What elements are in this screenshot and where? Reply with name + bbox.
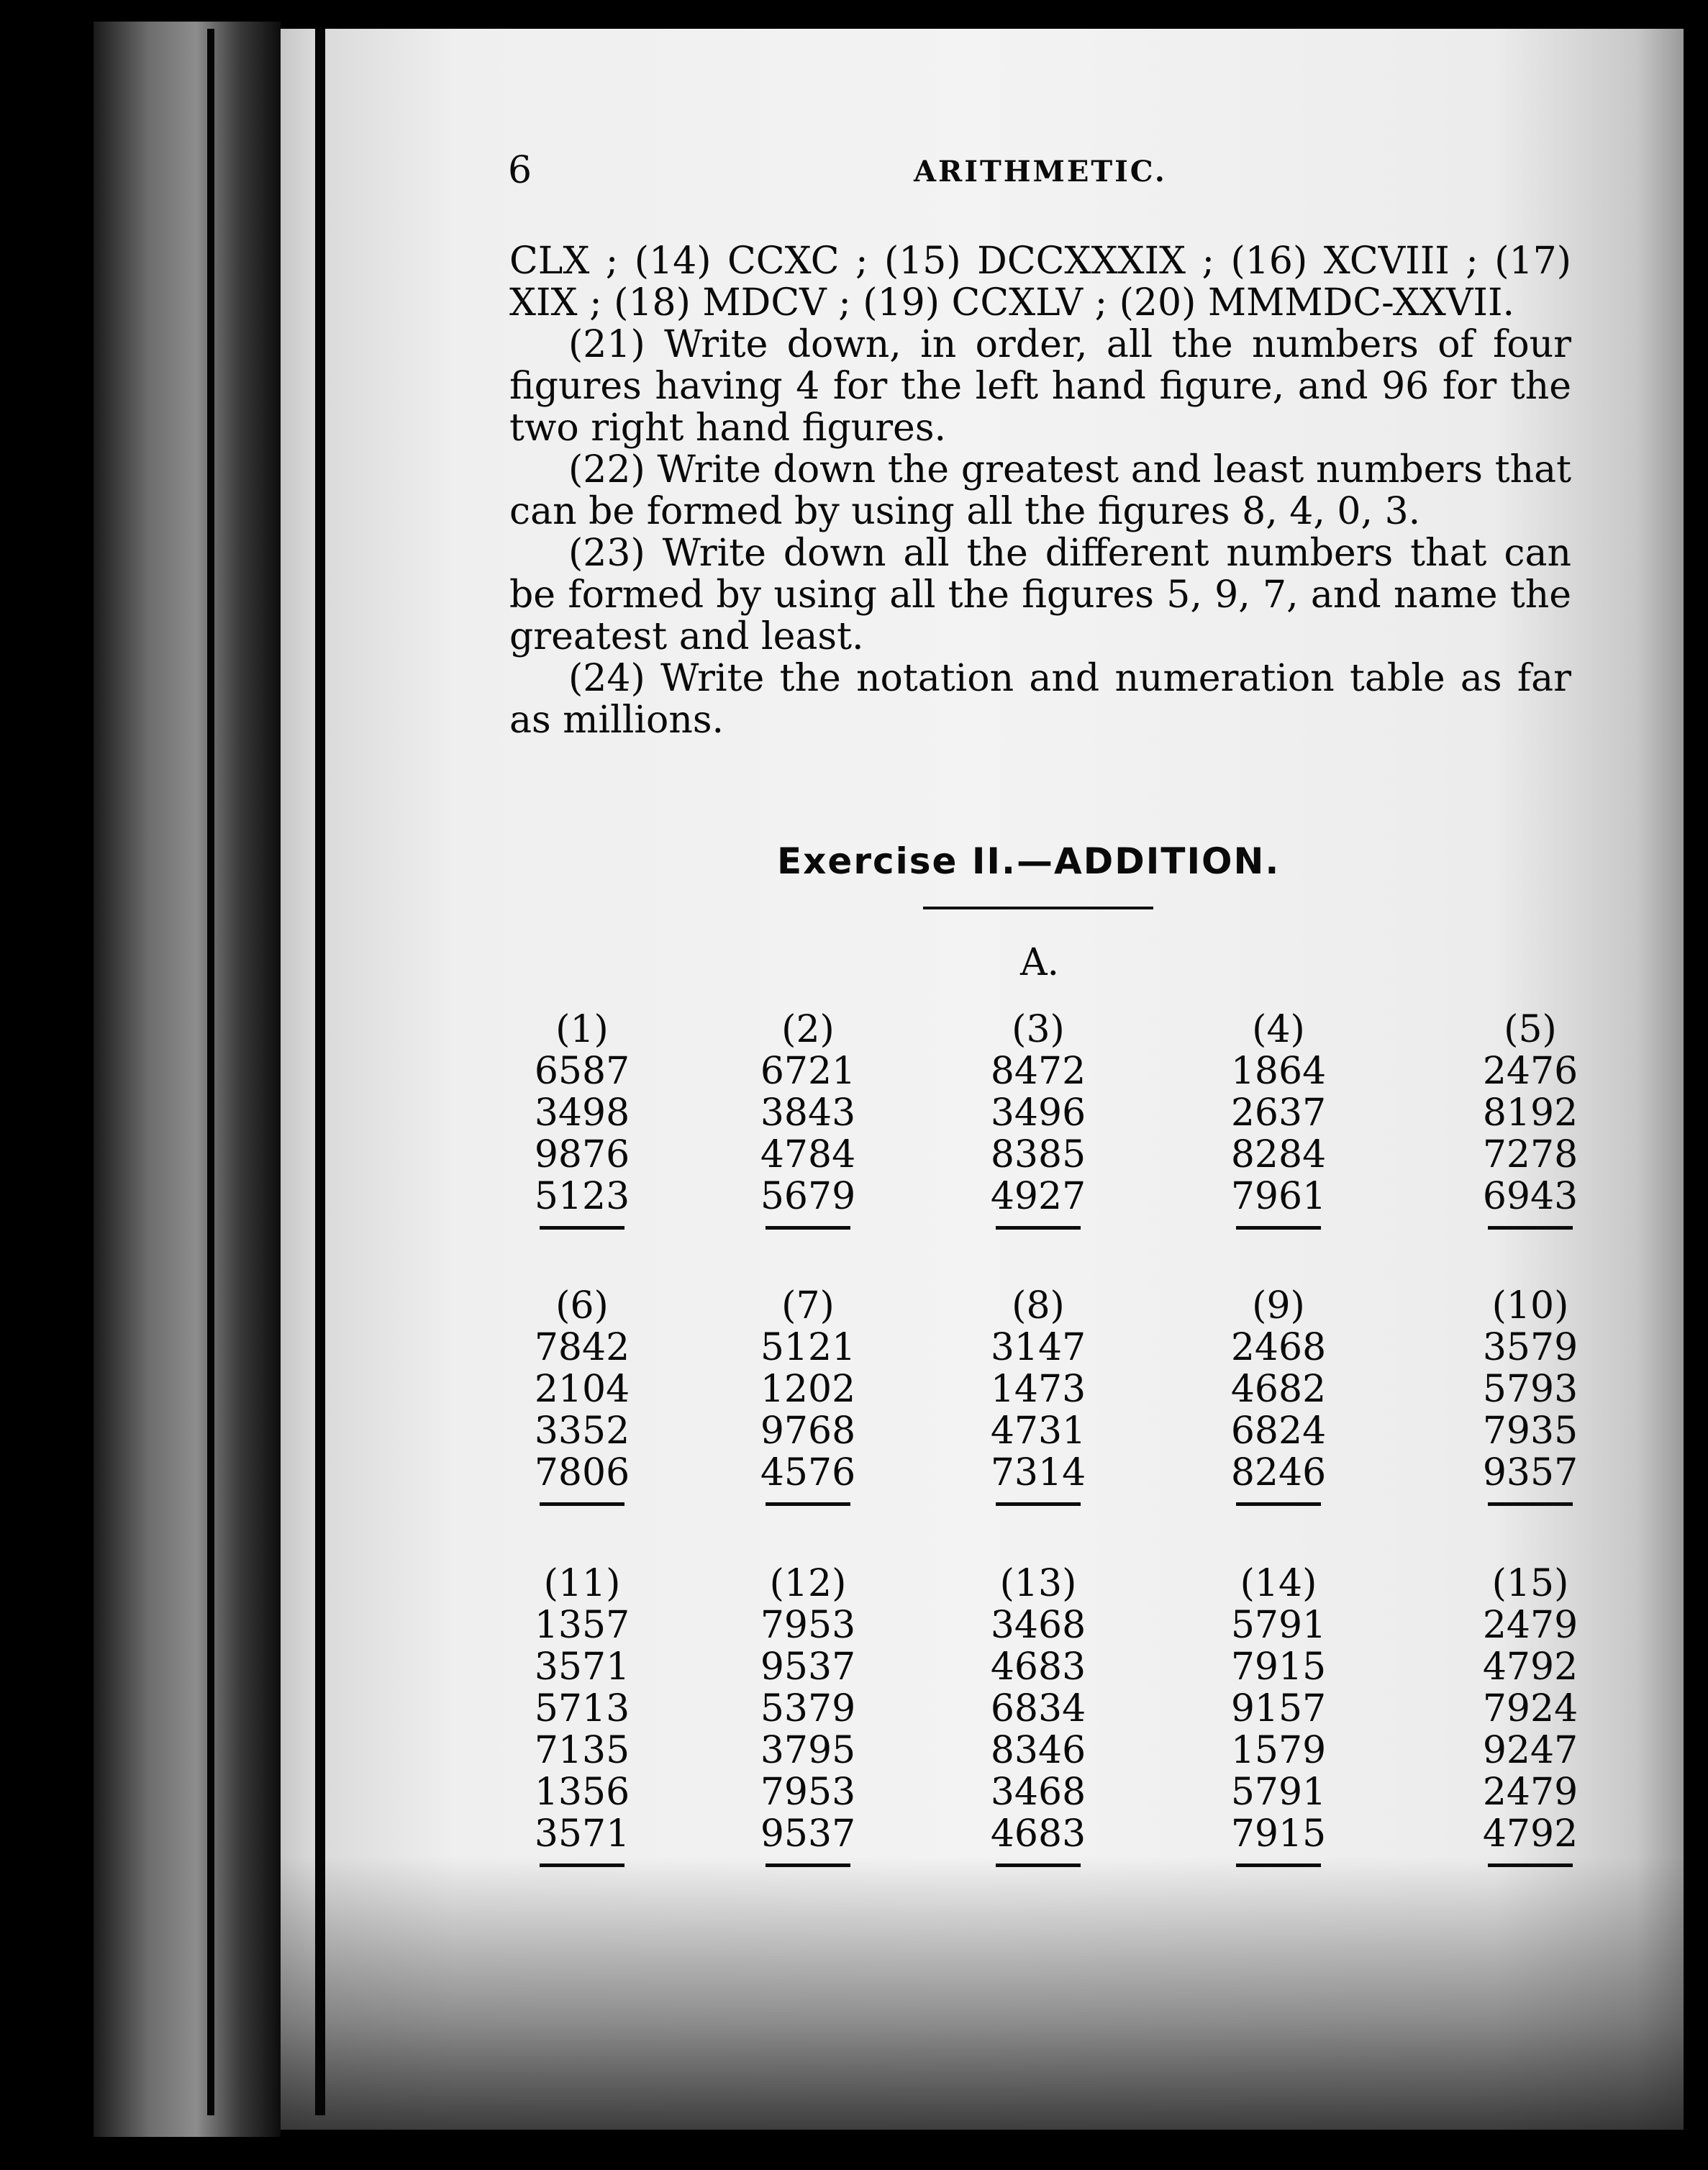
addend: 8192 <box>1482 1091 1578 1135</box>
addend: 5679 <box>760 1175 856 1218</box>
addend: 3843 <box>760 1091 856 1135</box>
addend: 4683 <box>990 1812 1086 1856</box>
sum-rule <box>766 1226 850 1230</box>
addend: 4784 <box>760 1133 856 1176</box>
addend: 5713 <box>534 1687 630 1730</box>
addend: 9357 <box>1482 1451 1578 1494</box>
addition-problem <box>1225 1563 1332 1867</box>
problem-number: (2) <box>781 1008 835 1051</box>
addend: 8472 <box>990 1050 1086 1093</box>
addend: 1202 <box>760 1368 856 1411</box>
addend: 5123 <box>534 1175 630 1218</box>
addend: 3795 <box>760 1729 856 1772</box>
section-label: A. <box>1020 941 1060 984</box>
question-24: (24) Write the notation and numeration table as far as millions. <box>509 657 1571 742</box>
addition-problem <box>754 1563 862 1867</box>
addend: 8284 <box>1230 1133 1327 1176</box>
addend: 1473 <box>990 1368 1086 1411</box>
addend: 4682 <box>1230 1368 1327 1411</box>
exercise-heading: Exercise II.—ADDITION. <box>777 840 1281 882</box>
sum-rule <box>766 1502 850 1506</box>
addend: 5379 <box>760 1687 856 1730</box>
addend: 9247 <box>1482 1729 1578 1772</box>
addend: 6721 <box>760 1050 856 1093</box>
sum-rule <box>1236 1863 1321 1867</box>
addition-problem <box>1225 1285 1332 1506</box>
addend: 1864 <box>1230 1050 1327 1093</box>
addend: 7915 <box>1230 1645 1327 1689</box>
addend: 4792 <box>1482 1812 1578 1856</box>
problem-number: (9) <box>1252 1284 1305 1327</box>
addend: 3571 <box>534 1645 630 1689</box>
addition-problem <box>984 1009 1092 1230</box>
addition-problem <box>754 1285 862 1506</box>
addend: 7842 <box>534 1326 630 1369</box>
addend: 2479 <box>1482 1604 1578 1647</box>
exercise-text <box>509 240 1571 741</box>
addend: 5791 <box>1230 1604 1327 1647</box>
problem-number: (5) <box>1504 1008 1557 1051</box>
addition-problem <box>984 1563 1092 1867</box>
problem-number: (4) <box>1252 1008 1305 1051</box>
addend: 3468 <box>990 1604 1086 1647</box>
problem-number: (10) <box>1491 1284 1569 1327</box>
addition-problem <box>528 1009 636 1230</box>
addend: 7135 <box>534 1729 630 1772</box>
addend: 9876 <box>534 1133 630 1176</box>
sum-rule <box>1488 1863 1573 1867</box>
addition-problem <box>984 1285 1092 1506</box>
sum-rule <box>766 1863 850 1867</box>
roman-numerals-paragraph: CLX ; (14) CCXC ; (15) DCCXXXIX ; (16) XCVIII ; (17) XIX ; (18) MDCV ; (19) CCXLV ; (20) MMMDC-XXVII. <box>509 240 1571 324</box>
problem-number: (8) <box>1012 1284 1065 1327</box>
addend: 8346 <box>990 1729 1086 1772</box>
addend: 6834 <box>990 1687 1086 1730</box>
sum-rule <box>996 1226 1081 1230</box>
addend: 2476 <box>1482 1050 1578 1093</box>
heading-rule <box>923 907 1153 909</box>
question-23: (23) Write down all the different numbers that can be formed by using all the figures 5, 9, 7, and name the greatest and least. <box>509 532 1571 658</box>
problem-number: (6) <box>555 1284 609 1327</box>
addend: 7915 <box>1230 1812 1327 1856</box>
sum-rule <box>540 1863 624 1867</box>
addend: 4576 <box>760 1451 856 1494</box>
addition-problem <box>1476 1285 1584 1506</box>
addend: 2479 <box>1482 1771 1578 1814</box>
addend: 1356 <box>534 1771 630 1814</box>
addition-problem <box>528 1563 636 1867</box>
question-21: (21) Write down, in order, all the numbers of four figures having 4 for the left hand figure, and 96 for the two right hand figures. <box>509 323 1571 450</box>
addend: 2468 <box>1230 1326 1327 1369</box>
problem-number: (12) <box>769 1562 847 1605</box>
sum-rule <box>1236 1226 1321 1230</box>
addend: 3579 <box>1482 1326 1578 1369</box>
addend: 8246 <box>1230 1451 1327 1494</box>
addend: 7953 <box>760 1604 856 1647</box>
addition-problem <box>754 1009 862 1230</box>
addend: 7806 <box>534 1451 630 1494</box>
sum-rule <box>1488 1226 1573 1230</box>
addend: 8385 <box>990 1133 1086 1176</box>
problem-number: (14) <box>1240 1562 1317 1605</box>
addend: 6824 <box>1230 1409 1327 1453</box>
addition-problem <box>1225 1009 1332 1230</box>
addend: 4792 <box>1482 1645 1578 1689</box>
addend: 3571 <box>534 1812 630 1856</box>
addend: 6587 <box>534 1050 630 1093</box>
addition-problem <box>1476 1563 1584 1867</box>
page-number: 6 <box>508 149 532 192</box>
addend: 4731 <box>990 1409 1086 1453</box>
addend: 3147 <box>990 1326 1086 1369</box>
problem-number: (1) <box>555 1008 609 1051</box>
addend: 4927 <box>990 1175 1086 1218</box>
addend: 2104 <box>534 1368 630 1411</box>
problem-number: (7) <box>781 1284 835 1327</box>
addend: 3496 <box>990 1091 1086 1135</box>
addend: 7314 <box>990 1451 1086 1494</box>
question-22: (22) Write down the greatest and least numbers that can be formed by using all the figures 8, 4, 0, 3. <box>509 448 1571 533</box>
sum-rule <box>1236 1502 1321 1506</box>
problem-number: (13) <box>999 1562 1077 1605</box>
sum-rule <box>540 1502 624 1506</box>
addend: 1357 <box>534 1604 630 1647</box>
addend: 4683 <box>990 1645 1086 1689</box>
addend: 1579 <box>1230 1729 1327 1772</box>
problem-number: (11) <box>543 1562 621 1605</box>
addend: 7953 <box>760 1771 856 1814</box>
addend: 2637 <box>1230 1091 1327 1135</box>
addend: 3498 <box>534 1091 630 1135</box>
addend: 3468 <box>990 1771 1086 1814</box>
addend: 7924 <box>1482 1687 1578 1730</box>
addend: 5791 <box>1230 1771 1327 1814</box>
addend: 6943 <box>1482 1175 1578 1218</box>
addend: 9537 <box>760 1812 856 1856</box>
addend: 5793 <box>1482 1368 1578 1411</box>
running-title: ARITHMETIC. <box>914 155 1167 189</box>
addition-problem <box>1476 1009 1584 1230</box>
sum-rule <box>996 1502 1081 1506</box>
addend: 5121 <box>760 1326 856 1369</box>
addition-problem <box>528 1285 636 1506</box>
sum-rule <box>540 1226 624 1230</box>
addend: 7935 <box>1482 1409 1578 1453</box>
problem-number: (15) <box>1491 1562 1569 1605</box>
addend: 9768 <box>760 1409 856 1453</box>
addend: 7278 <box>1482 1133 1578 1176</box>
addend: 3352 <box>534 1409 630 1453</box>
addend: 7961 <box>1230 1175 1327 1218</box>
addend: 9157 <box>1230 1687 1327 1730</box>
sum-rule <box>1488 1502 1573 1506</box>
sum-rule <box>996 1863 1081 1867</box>
problem-number: (3) <box>1012 1008 1065 1051</box>
addend: 9537 <box>760 1645 856 1689</box>
